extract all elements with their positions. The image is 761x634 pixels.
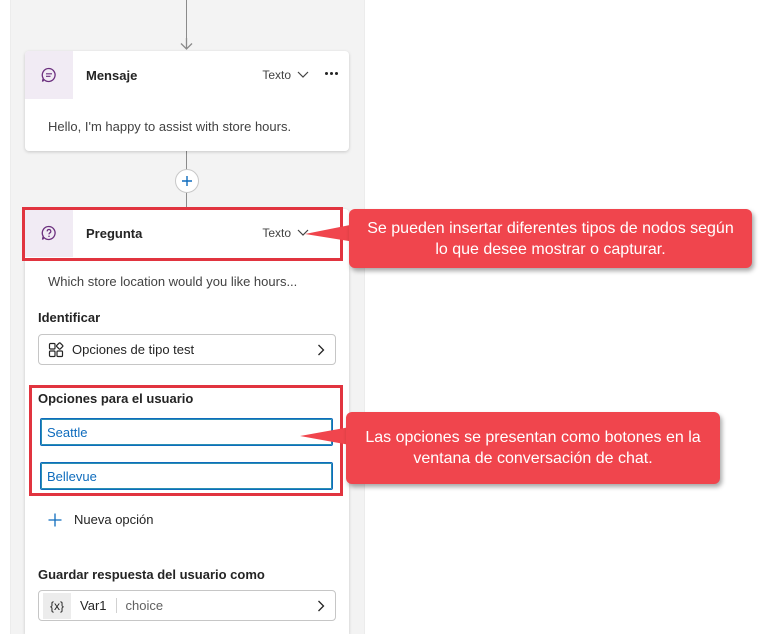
message-type-label: Texto — [262, 68, 291, 82]
options-label: Opciones para el usuario — [38, 391, 194, 406]
more-dot — [335, 72, 338, 75]
variable-icon: {x} — [43, 593, 71, 619]
chevron-right-icon — [317, 600, 325, 612]
more-dot — [330, 72, 333, 75]
identify-label: Identificar — [38, 310, 101, 325]
message-more-button[interactable] — [323, 65, 339, 81]
message-node-title: Mensaje — [86, 67, 138, 83]
question-text[interactable]: Which store location would you like hours... — [48, 274, 298, 289]
callout-node-types — [349, 209, 752, 268]
callout-pointer-bottom — [300, 425, 350, 445]
question-type-label: Texto — [262, 226, 291, 240]
save-response-label: Guardar respuesta del usuario como — [38, 567, 265, 582]
arrow-down-icon — [180, 38, 193, 50]
callout-options-buttons-text: Las opciones se presentan como botones en la ventana de conversación de chat. — [365, 429, 701, 467]
plus-icon — [48, 513, 62, 527]
add-node-button[interactable] — [175, 169, 199, 193]
new-option-label: Nueva opción — [74, 512, 154, 527]
message-icon-cell — [25, 51, 73, 99]
identify-select[interactable] — [38, 334, 336, 365]
chevron-right-icon — [317, 344, 325, 356]
variable-type: choice — [125, 598, 164, 613]
entity-grid-icon — [48, 342, 64, 358]
callout-node-types-text: Se pueden insertar diferentes tipos de nodos según lo que desee mostrar o capturar. — [367, 219, 734, 258]
variable-name: Var1 — [71, 598, 117, 613]
callout-pointer-top — [305, 222, 355, 242]
question-header-highlight — [22, 207, 343, 261]
more-dot — [325, 72, 328, 75]
chat-bubble-icon — [40, 66, 58, 84]
message-node[interactable] — [25, 51, 349, 151]
message-text[interactable]: Hello, I'm happy to assist with store hours. — [48, 119, 292, 134]
chevron-down-icon — [297, 71, 309, 79]
callout-options-buttons — [346, 412, 720, 484]
save-variable-select[interactable] — [38, 590, 336, 621]
plus-icon — [181, 175, 193, 187]
new-option-button[interactable] — [48, 512, 154, 527]
question-node-title: Pregunta — [86, 225, 143, 241]
options-highlight — [29, 385, 343, 496]
message-node-header — [25, 51, 349, 99]
identify-value: Opciones de tipo test — [72, 342, 195, 357]
message-type-dropdown[interactable] — [262, 68, 309, 82]
